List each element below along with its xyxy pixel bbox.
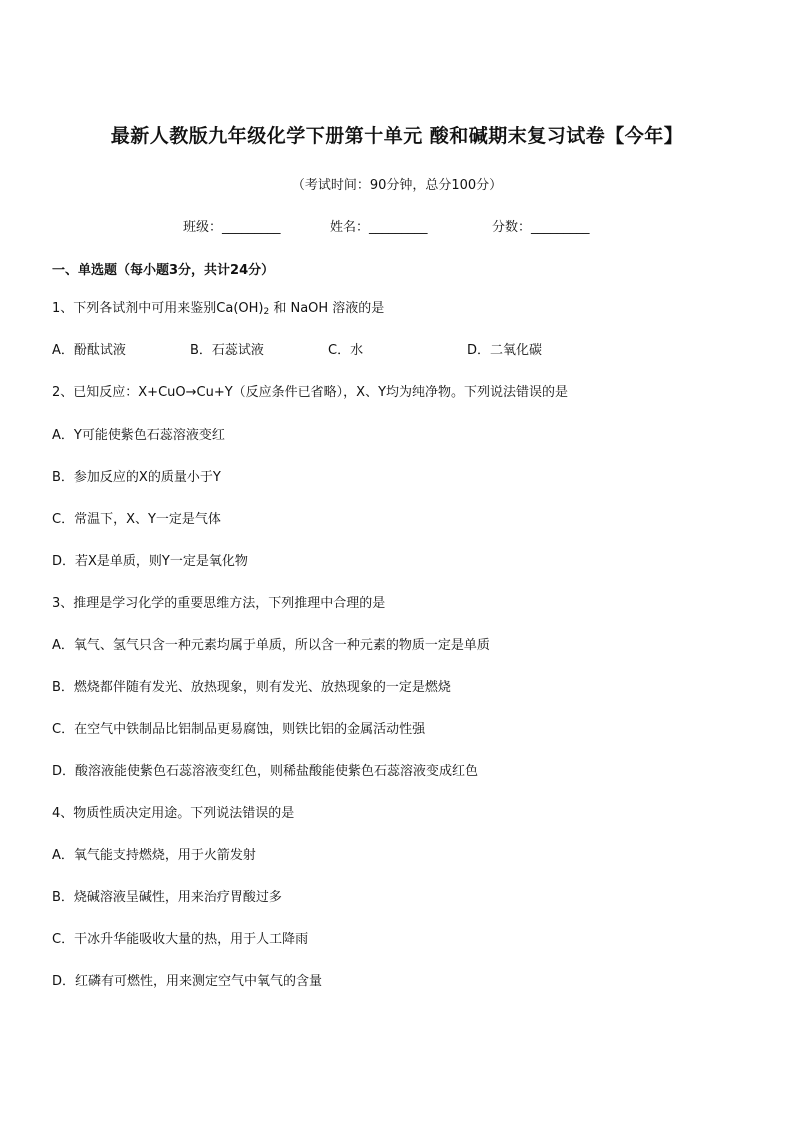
question-3-option-d[interactable]: D．酸溶液能使紫色石蕊溶液变红色，则稀盐酸能使紫色石蕊溶液变成红色: [52, 764, 479, 779]
question-1-stem: [52, 300, 384, 321]
question-4-stem: 4、物质性质决定用途。下列说法错误的是: [52, 806, 295, 821]
question-3-stem: 3、推理是学习化学的重要思维方法，下列推理中合理的是: [52, 596, 386, 611]
question-1-option-d[interactable]: D．二氧化碳: [467, 343, 543, 358]
question-1-stem-post: 和 NaOH 溶液的是: [269, 301, 385, 316]
question-1-option-a[interactable]: A．酚酞试液: [52, 343, 126, 358]
question-1-option-c[interactable]: C．水: [328, 343, 364, 358]
exam-subtitle: （考试时间：90分钟，总分100分）: [291, 178, 503, 193]
class-field[interactable]: 班级：_________: [183, 220, 281, 235]
question-4-option-c[interactable]: C．干冰升华能吸收大量的热，用于人工降雨: [52, 932, 309, 947]
question-4-option-a[interactable]: A．氧气能支持燃烧，用于火箭发射: [52, 848, 256, 863]
question-4-option-d[interactable]: D．红磷有可燃性，用来测定空气中氧气的含量: [52, 974, 323, 989]
question-2-stem: 2、已知反应：X+CuO→Cu+Y（反应条件已省略），X、Y均为纯净物。下列说法错误的是: [52, 385, 569, 400]
question-2-option-d[interactable]: D．若X是单质，则Y一定是氧化物: [52, 554, 248, 569]
question-3-option-c[interactable]: C．在空气中铁制品比铝制品更易腐蚀，则铁比铝的金属活动性强: [52, 722, 426, 737]
question-1-stem-pre: 1、下列各试剂中可用来鉴别Ca(OH): [52, 301, 264, 316]
name-field[interactable]: 姓名：_________: [330, 220, 428, 235]
question-1-option-b[interactable]: B．石蕊试液: [190, 343, 264, 358]
question-1-options: [52, 342, 752, 360]
question-2-option-a[interactable]: A．Y可能使紫色石蕊溶液变红: [52, 428, 225, 443]
exam-title: 最新人教版九年级化学下册第十单元 酸和碱期末复习试卷【今年】: [110, 125, 684, 147]
question-2-option-c[interactable]: C．常温下，X、Y一定是气体: [52, 512, 221, 527]
score-field[interactable]: 分数：_________: [492, 220, 590, 235]
section-header-single-choice: 一、单选题（每小题3分，共计24分）: [52, 263, 275, 278]
question-3-option-a[interactable]: A．氧气、氢气只含一种元素均属于单质，所以含一种元素的物质一定是单质: [52, 638, 490, 653]
question-2-option-b[interactable]: B．参加反应的X的质量小于Y: [52, 470, 221, 485]
question-3-option-b[interactable]: B．燃烧都伴随有发光、放热现象，则有发光、放热现象的一定是燃烧: [52, 680, 451, 695]
question-1-stem-subscript: 2: [263, 307, 270, 317]
question-4-option-b[interactable]: B．烧碱溶液呈碱性，用来治疗胃酸过多: [52, 890, 282, 905]
